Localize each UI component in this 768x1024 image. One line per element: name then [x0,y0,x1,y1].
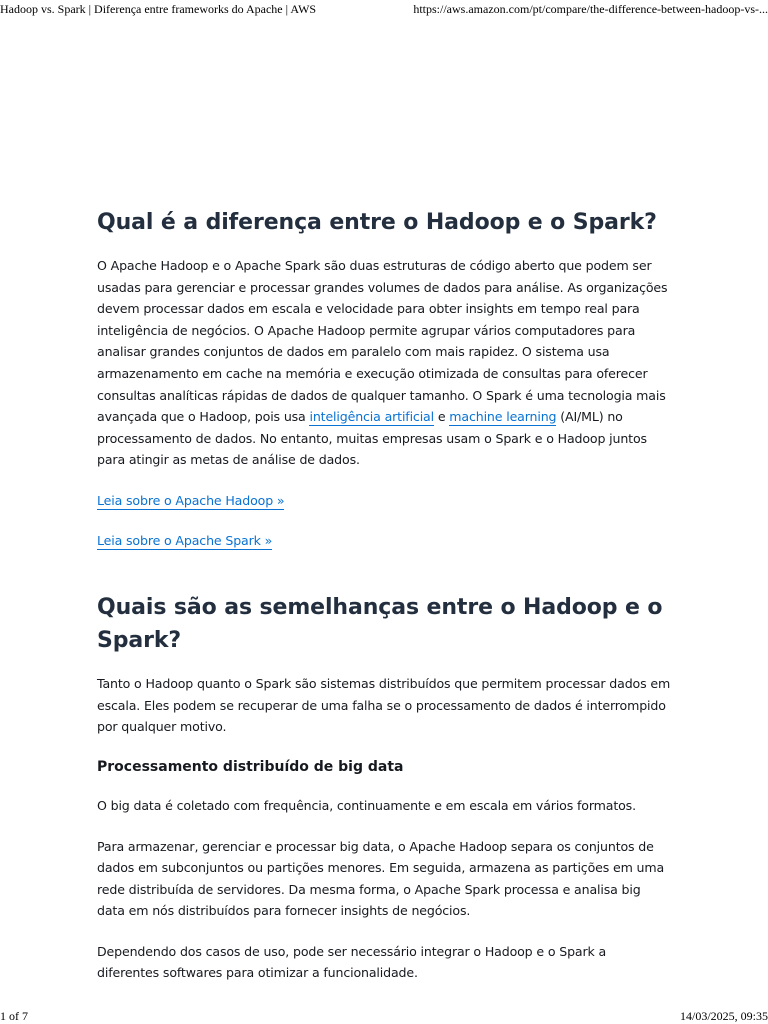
section-heading-differences: Qual é a diferença entre o Hadoop e o Spark? [97,210,657,235]
paragraph-conjunction: e [433,409,450,425]
paragraph-text-end: (AI/ML) no processamento de dados. No entanto, muitas empresas usam o Spark e o Hadoop juntos para atingir as metas de análise de dados. [97,409,647,468]
section-similarities [97,591,671,984]
section-heading-similarities: Quais são as semelhanças entre o Hadoop e o Spark? [97,595,663,654]
link-artificial-intelligence[interactable]: inteligência artificial [309,409,434,425]
read-spark-line [97,530,671,552]
page-counter: 1 of 7 [0,1009,28,1023]
subheading-distributed-processing: Processamento distribuído de big data [97,758,404,775]
print-page-url: https://aws.amazon.com/pt/compare/the-difference-between-hadoop-vs-... [413,2,768,16]
big-data-paragraph-1: O big data é coletado com frequência, continuamente e em escala em vários formatos. [97,797,636,813]
big-data-paragraph-2: Para armazenar, gerenciar e processar big data, o Apache Hadoop separa os conjuntos de dados em subconjuntos ou partições menores. Em seguida, armazena as partições em uma rede distribuída de servidores. Da mesma forma, o Apache Spark processa e analisa big data em nós distribuídos para fornecer insights de negócios. [97,838,665,919]
read-about-spark-link[interactable]: Leia sobre o Apache Spark » [97,532,273,548]
big-data-paragraph-3: Dependendo dos casos de uso, pode ser necessário integrar o Hadoop e o Spark a diferentes softwares para otimizar a funcionalidade. [97,943,607,981]
print-header [0,0,768,18]
differences-paragraph [97,255,671,471]
article-content [97,206,671,1003]
similarities-intro: Tanto o Hadoop quanto o Spark são sistemas distribuídos que permitem processar dados em escala. Eles podem se recuperar de uma falha se o processamento de dados é interrompido por qualquer motivo. [97,676,671,735]
section-differences [97,206,671,551]
read-about-hadoop-link[interactable]: Leia sobre o Apache Hadoop » [97,492,285,508]
read-hadoop-line [97,490,671,512]
print-footer [0,1008,768,1024]
print-datetime: 14/03/2025, 09:35 [679,1009,768,1023]
link-machine-learning[interactable]: machine learning [449,409,557,425]
paragraph-text-start: O Apache Hadoop e o Apache Spark são duas estruturas de código aberto que podem ser usadas para gerenciar e processar grandes volumes de dados para análise. As organizações devem processar dados em escala e velocidade para obter insights em tempo real para inteligência de negócios. O Apache Hadoop permite agrupar vários computadores para analisar grandes conjuntos de dados em paralelo com mais rapidez. O sistema usa armazenamento em cache na memória e execução otimizada de consultas para oferecer consultas analíticas rápidas de dados de qualquer tamanho. O Spark é uma tecnologia mais avançada que o Hadoop, pois usa [97,258,668,425]
print-page-title: Hadoop vs. Spark | Diferença entre frameworks do Apache | AWS [0,2,317,16]
